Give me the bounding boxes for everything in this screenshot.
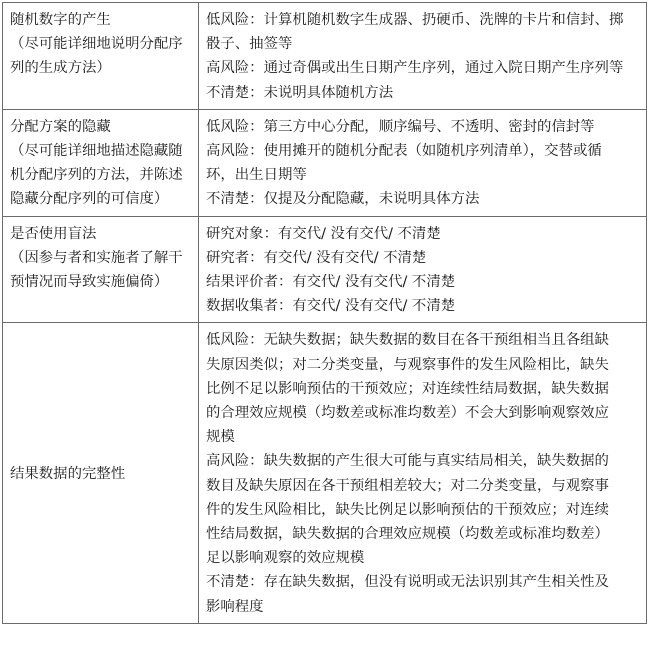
criterion-note: （尽可能详细地说明分配序 [10,36,183,53]
assessment-cell [199,3,647,110]
criterion-title: 结果数据的完整性 [10,465,126,482]
table-row [3,3,647,110]
assessment-line: 低风险：计算机随机数字生成器、扔硬币、洗牌的卡片和信封、掷 [206,12,624,28]
assessment-line: 研究对象：有交代/ 没有交代/ 不清楚 [206,225,441,242]
assessment-line: 比例不足以影响预估的干预效应；对连续性结局数据，缺失数据 [206,380,609,397]
assessment-line: 影响程度 [206,598,264,615]
assessment-line: 环，出生日期等 [206,167,307,184]
risk-of-bias-table [2,2,647,624]
assessment-line: 结果评价者：有交代/ 没有交代/ 不清楚 [206,274,456,291]
assessment-line: 规模 [206,429,235,446]
criterion-cell [3,3,199,110]
criterion-note: 机分配序列的方法，并陈述 [10,167,183,184]
table-row [3,109,647,216]
assessment-line: 不清楚：存在缺失数据，但没有说明或无法识别其产生相关性及 [206,574,609,591]
assessment-line: 骰子、抽签等 [206,36,293,53]
criterion-cell [3,109,199,216]
assessment-line: 不清楚：未说明具体随机方法 [206,84,394,101]
table-row [3,323,647,623]
assessment-line: 高风险：缺失数据的产生很大可能与真实结局相关，缺失数据的 [206,453,609,470]
assessment-cell [199,216,647,323]
assessment-line: 低风险：无缺失数据；缺失数据的数目在各干预组相当且各组缺 [206,332,609,349]
assessment-line: 数目及缺失原因在各干预组相差较大；对二分类变量，与观察事 [206,477,609,494]
criterion-title: 随机数字的产生 [10,12,111,28]
assessment-line: 研究者：有交代/ 没有交代/ 不清楚 [206,249,427,266]
assessment-line: 足以影响观察的效应规模 [206,550,365,567]
criterion-note: 列的生成方法） [10,60,111,77]
assessment-line: 失原因类似；对二分类变量，与观察事件的发生风险相比，缺失 [206,356,609,373]
assessment-line: 数据收集者：有交代/ 没有交代/ 不清楚 [206,298,456,315]
criterion-title: 是否使用盲法 [10,225,97,242]
criterion-note: （因参与者和实施者了解干 [10,249,183,266]
table-row [3,216,647,323]
assessment-line: 高风险：通过奇偶或出生日期产生序列，通过入院日期产生序列等 [206,60,624,77]
criterion-cell [3,216,199,323]
criterion-note: 预情况而导致实施偏倚） [10,274,169,291]
assessment-line: 低风险：第三方中心分配，顺序编号、不透明、密封的信封等 [206,118,595,135]
assessment-cell [199,109,647,216]
criterion-title: 分配方案的隐藏 [10,118,111,135]
assessment-line: 不清楚：仅提及分配隐藏，未说明具体方法 [206,191,480,208]
assessment-line: 高风险：使用摊开的随机分配表（如随机序列清单），交替或循 [206,143,602,160]
assessment-cell [199,323,647,623]
assessment-line: 的合理效应规模（均数差或标准均数差）不会大到影响观察效应 [206,405,609,422]
criterion-cell [3,323,199,623]
assessment-line: 性结局数据，缺失数据的合理效应规模（均数差或标准均数差） [206,526,609,543]
assessment-line: 件的发生风险相比，缺失比例足以影响预估的干预效应；对连续 [206,501,609,518]
criterion-note: （尽可能详细地描述隐藏随 [10,143,183,160]
criterion-note: 隐藏分配序列的可信度） [10,191,169,208]
